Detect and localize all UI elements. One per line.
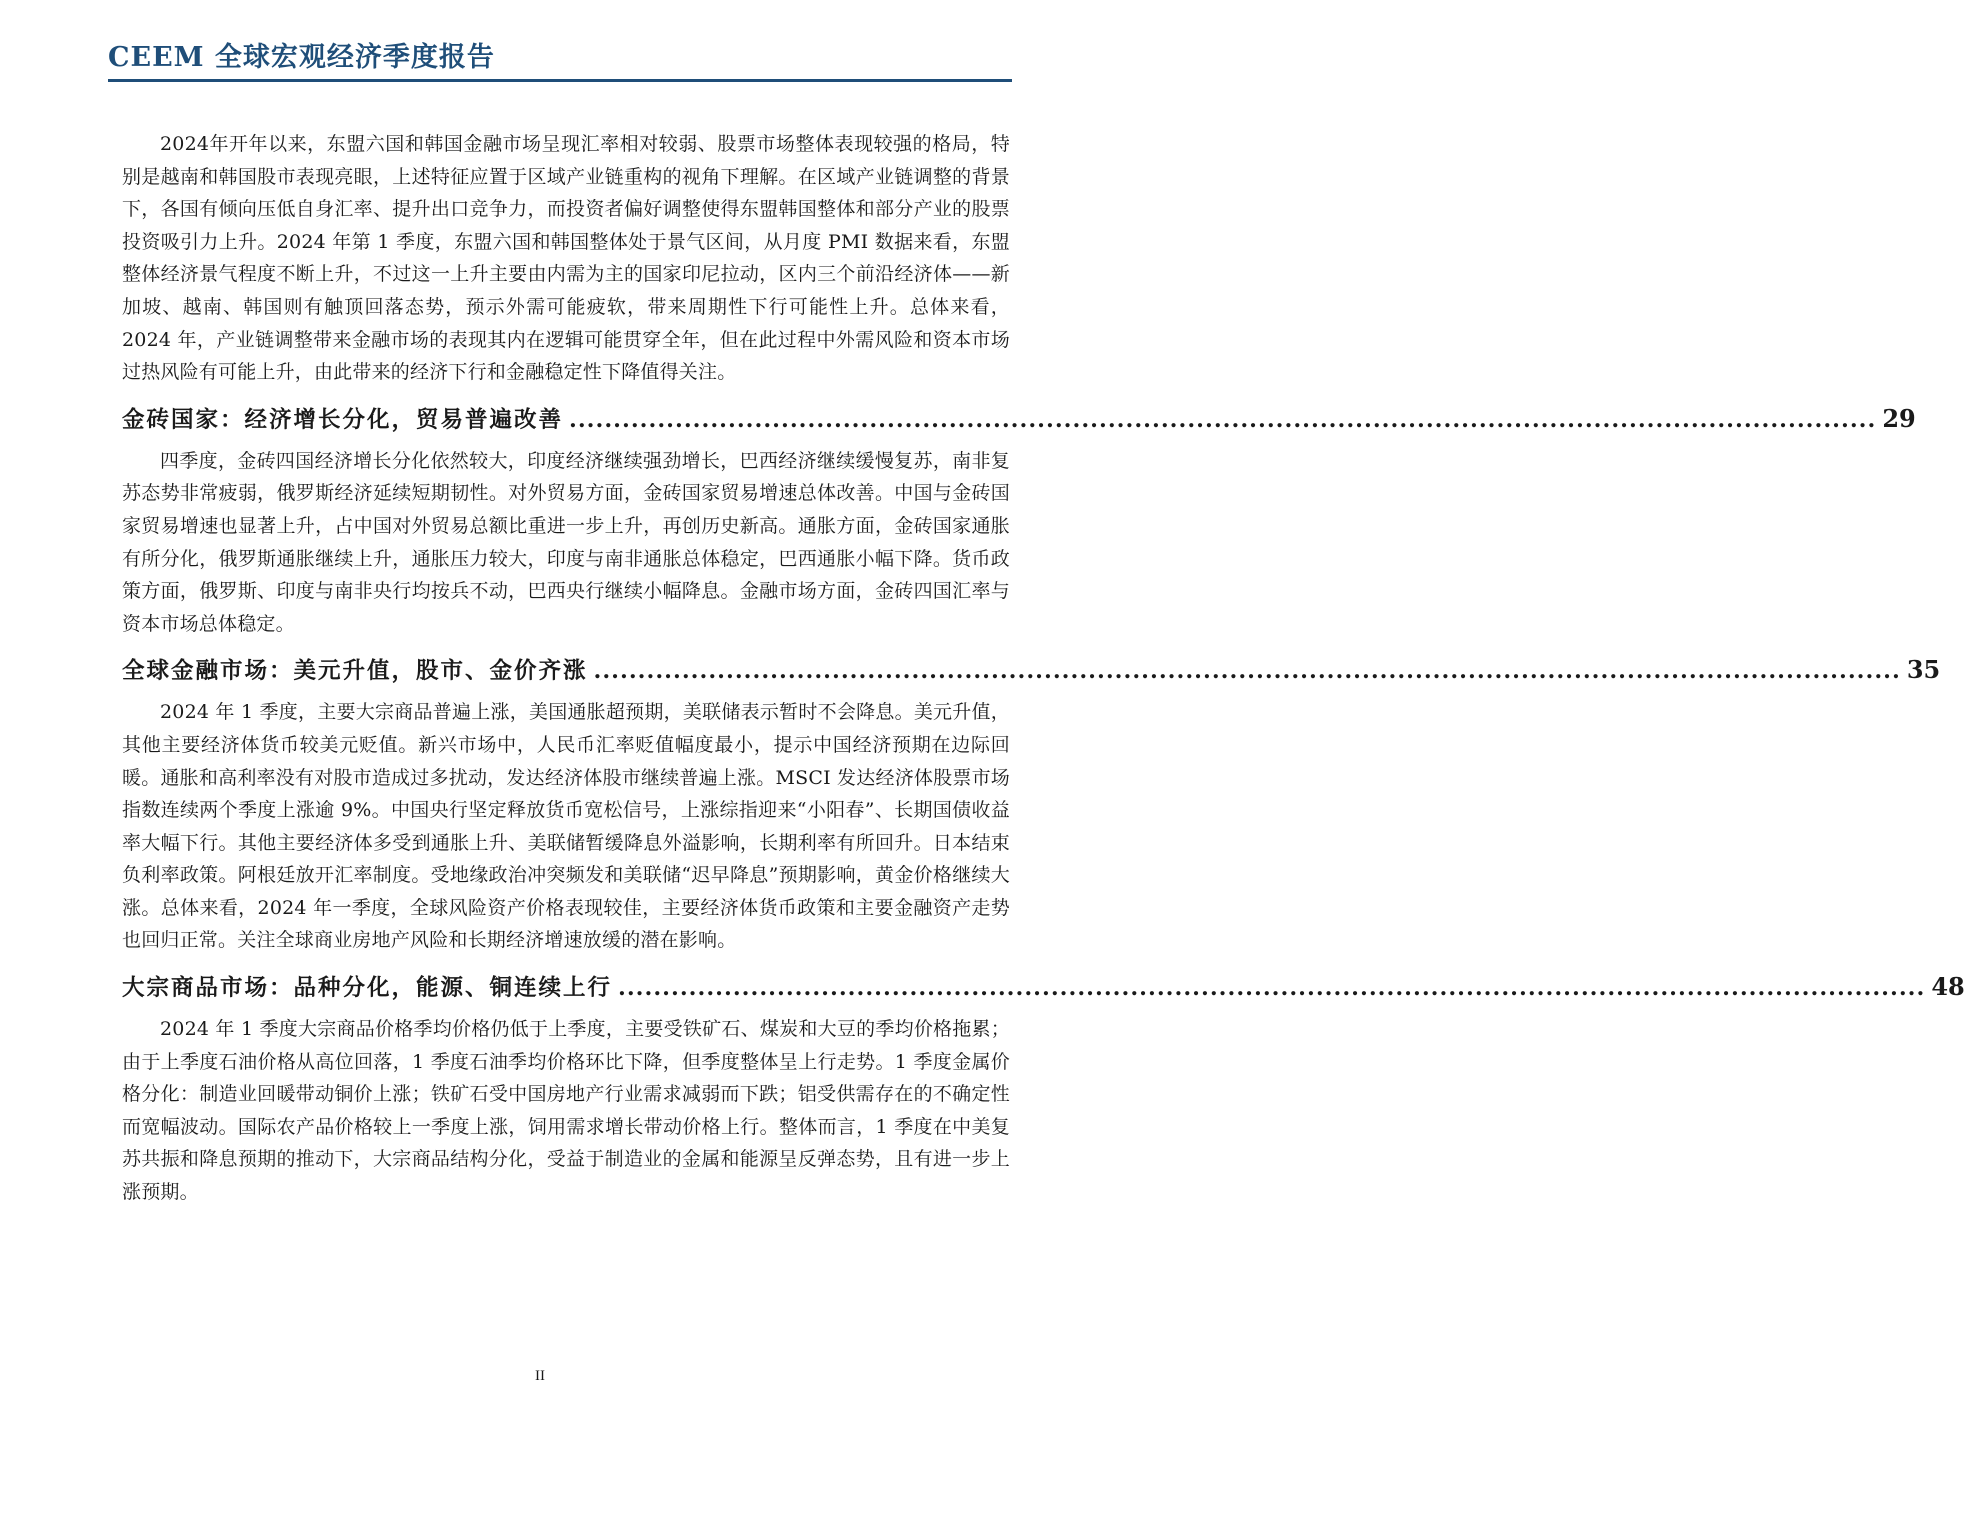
intro-paragraph: 2024年开年以来，东盟六国和韩国金融市场呈现汇率相对较弱、股票市场整体表现较强的格局，特别是越南和韩国股市表现亮眼，上述特征应置于区域产业链重构的视角下理解。在区域产业链调整的背景下，各国有倾向压低自身汇率、提升出口竞争力，而投资者偏好调整使得东盟韩国整体和部分产业的股票投资吸引力上升。2024 年第 1 季度，东盟六国和韩国整体处于景气区间，从月度 PMI 数据来看，东盟整体经济景气程度不断上升，不过这一上升主要由内需为主的国家印尼拉动，区内三个前沿经济体——新加坡、越南、韩国则有触顶回落态势，预示外需可能疲软，带来周期性下行可能性上升。总体来看，2024 年，产业链调整带来金融市场的表现其内在逻辑可能贯穿全年，但在此过程中外需风险和资本市场过热风险有可能上升，由此带来的经济下行和金融稳定性下降值得关注。 <box>122 133 1010 384</box>
toc-page-number: 48 <box>1931 972 1965 1002</box>
brics-summary-paragraph: 四季度，金砖四国经济增长分化依然较大，印度经济继续强劲增长，巴西经济继续缓慢复苏，南非复苏态势非常疲弱，俄罗斯经济延续短期韧性。对外贸易方面，金砖国家贸易增速总体改善。中国与金砖国家贸易增速也显著上升，占中国对外贸易总额比重进一步上升，再创历史新高。通胀方面，金砖国家通胀有所分化，俄罗斯通胀继续上升，通胀压力较大，印度与南非通胀总体稳定，巴西通胀小幅下降。货币政策方面，俄罗斯、印度与南非央行均按兵不动，巴西央行继续小幅降息。金融市场方面，金砖四国汇率与资本市场总体稳定。 <box>122 449 1010 635</box>
toc-entry-financial-markets[interactable] <box>122 650 1941 690</box>
toc-entry-title: 金砖国家：经济增长分化，贸易普遍改善 <box>122 406 564 433</box>
toc-entry-title: 全球金融市场：美元升值，股市、金价齐涨 <box>122 658 588 685</box>
toc-page-number: 35 <box>1906 655 1941 685</box>
header-rule <box>108 79 1012 82</box>
toc-entry-commodities[interactable] <box>122 967 1965 1007</box>
toc-dot-leader: .................................................................................................................................................... <box>569 406 1877 433</box>
toc-page-number: 29 <box>1882 403 1916 433</box>
toc-entry-brics[interactable] <box>122 399 1916 439</box>
financial-markets-summary-paragraph: 2024 年 1 季度，主要大宗商品普遍上涨，美国通胀超预期，美联储表示暂时不会降息。美元升值，其他主要经济体货币较美元贬值。新兴市场中，人民币汇率贬值幅度最小，提示中国经济预期在边际回暖。通胀和高利率没有对股市造成过多扰动，发达经济体股市继续普遍上涨。MSCI 发达经济体股票市场指数连续两个季度上涨逾 9%。中国央行坚定释放货币宽松信号，上涨综指迎来“小阳春”、长期国债收益率大幅下行。其他主要经济体多受到通胀上升、美联储暂缓降息外溢影响，长期利率有所回升。日本结束负利率政策。阿根廷放开汇率制度。受地缘政治冲突频发和美联储“迟早降息”预期影响，黄金价格继续大涨。总体来看，2024 年一季度，全球风险资产价格表现较佳，主要经济体货币政策和主要金融资产走势也回归正常。关注全球商业房地产风险和长期经济增速放缓的潜在影响。 <box>122 701 1010 952</box>
page-content <box>122 128 1965 1209</box>
commodities-summary-paragraph: 2024 年 1 季度大宗商品价格季均价格仍低于上季度，主要受铁矿石、煤炭和大豆的季均价格拖累；由于上季度石油价格从高位回落，1 季度石油季均价格环比下降，但季度整体呈上行走势。1 季度金属价格分化：制造业回暖带动铜价上涨；铁矿石受中国房地产行业需求减弱而下跌；铝受供需存在的不确定性而宽幅波动。国际农产品价格较上一季度上涨，饲用需求增长带动价格上行。整体而言，1 季度在中美复苏共振和降息预期的推动下，大宗商品结构分化，受益于制造业的金属和能源呈反弹态势，且有进一步上涨预期。 <box>122 1018 1010 1204</box>
toc-dot-leader: .................................................................................................................................................... <box>593 658 1901 685</box>
report-header <box>108 40 1012 84</box>
footer-page-number: II <box>535 1368 545 1384</box>
report-title: CEEM 全球宏观经济季度报告 <box>108 42 495 73</box>
toc-dot-leader: .................................................................................................................................................... <box>618 975 1926 1002</box>
toc-entry-title: 大宗商品市场：品种分化，能源、铜连续上行 <box>122 975 613 1002</box>
